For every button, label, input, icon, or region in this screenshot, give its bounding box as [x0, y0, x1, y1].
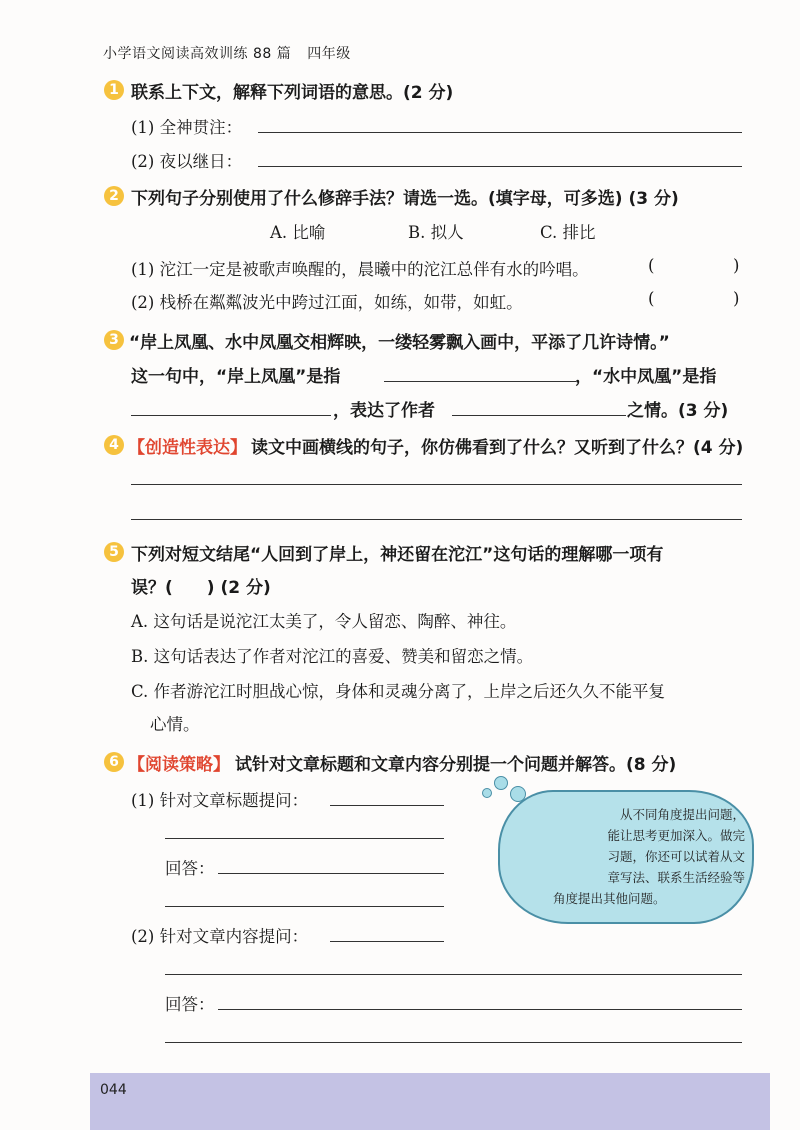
q6-answer-2-line-a[interactable] [218, 1009, 742, 1010]
q3-line-2-end: ，“水中凤凰”是指 [575, 367, 717, 387]
q1-item-1: (1) 全神贯注： [131, 118, 243, 137]
grade-label: 四年级 [307, 46, 351, 62]
q6-item-2: (2) 针对文章内容提问： [131, 927, 309, 946]
q6-answer-2-line-b[interactable] [165, 1042, 742, 1043]
q3-line-3-end: 之情。(3 分) [627, 401, 729, 421]
tip-line: 角度提出其他问题。 [553, 891, 666, 906]
footer-band [90, 1073, 770, 1130]
q5-option-b: B. 这句话表达了作者对沱江的喜爱、赞美和留恋之情。 [131, 647, 534, 666]
q2-option-a: A. 比喻 [270, 223, 326, 242]
question-4-prompt: 读文中画横线的句子，你仿佛看到了什么？又听到了什么？(4 分) [251, 438, 744, 458]
tip-line: 能让思考更加深入。做完 [607, 828, 745, 843]
q6-answer-1-label: 回答： [165, 859, 215, 878]
tip-line: 从不同角度提出问题， [619, 807, 745, 822]
q2-item-2-paren-open[interactable]: ( [648, 289, 655, 308]
q2-item-2: (2) 栈桥在粼粼波光中跨过江面，如练，如带，如虹。 [131, 293, 523, 312]
q2-item-1-paren-close: ) [733, 256, 740, 275]
q4-answer-line-2[interactable] [131, 519, 742, 520]
q1-answer-line-1[interactable] [258, 132, 742, 133]
q6-question-1-line-b[interactable] [165, 838, 444, 839]
q4-answer-line-1[interactable] [131, 484, 742, 485]
question-6-prompt: 试针对文章标题和文章内容分别提一个问题并解答。(8 分) [235, 755, 677, 775]
question-1-number: 1 [104, 80, 124, 100]
question-1-prompt: 联系上下文，解释下列词语的意思。(2 分) [131, 83, 454, 103]
q6-answer-1-line-b[interactable] [165, 906, 444, 907]
q5-option-c-line-1: C. 作者游沱江时胆战心惊，身体和灵魂分离了，上岸之后还久久不能平复 [131, 682, 666, 701]
book-title: 小学语文阅读高效训练 88 篇 [103, 46, 292, 62]
tip-line: 章写法、联系生活经验等 [607, 870, 745, 885]
q2-item-1-paren-open[interactable]: ( [648, 256, 655, 275]
tip-line: 习题，你还可以试着从文 [607, 849, 745, 864]
q3-blank-1[interactable] [384, 381, 576, 382]
q1-item-2: (2) 夜以继日： [131, 152, 243, 171]
q6-question-1-line-a[interactable] [330, 805, 444, 806]
question-5-prompt-line-1: 下列对短文结尾“人回到了岸上，神还留在沱江”这句话的理解哪一项有 [131, 545, 664, 565]
q2-option-b: B. 拟人 [408, 223, 464, 242]
q3-blank-2[interactable] [131, 415, 331, 416]
q2-option-c: C. 排比 [540, 223, 596, 242]
q5-option-a: A. 这句话是说沱江太美了，令人留恋、陶醉、神往。 [131, 612, 517, 631]
q6-question-2-line-b[interactable] [165, 974, 742, 975]
q2-item-2-paren-close: ) [733, 289, 740, 308]
thought-bubble-dot [482, 788, 492, 798]
q6-item-1: (1) 针对文章标题提问： [131, 791, 309, 810]
running-header [103, 43, 351, 63]
question-4-number: 4 [104, 435, 124, 455]
q2-item-1: (1) 沱江一定是被歌声唤醒的，晨曦中的沱江总伴有水的吟唱。 [131, 260, 589, 279]
q5-option-c-line-2: 心情。 [150, 715, 200, 734]
page-number: 044 [100, 1082, 127, 1098]
q3-line-3-start: ，表达了作者 [333, 401, 435, 421]
q6-answer-2-label: 回答： [165, 995, 215, 1014]
question-5-prompt-line-2: 误？( ) (2 分) [131, 578, 271, 598]
q1-answer-line-2[interactable] [258, 166, 742, 167]
thought-bubble-small [494, 776, 508, 790]
question-5-number: 5 [104, 542, 124, 562]
question-2-prompt: 下列句子分别使用了什么修辞手法？请选一选。(填字母，可多选) (3 分) [131, 189, 679, 209]
q4-tag: 【创造性表达】 [128, 438, 247, 458]
q6-answer-1-line-a[interactable] [218, 873, 444, 874]
q3-blank-3[interactable] [452, 415, 626, 416]
q6-question-2-line-a[interactable] [330, 941, 444, 942]
tip-text [545, 804, 745, 909]
q3-quote-line: “岸上凤凰、水中凤凰交相辉映，一缕轻雾飘入画中，平添了几许诗情。” [129, 333, 670, 353]
question-2-number: 2 [104, 186, 124, 206]
question-6-number: 6 [104, 752, 124, 772]
q6-tag: 【阅读策略】 [128, 755, 230, 775]
q3-line-2-start: 这一句中，“岸上凤凰”是指 [131, 367, 341, 387]
question-3-number: 3 [104, 330, 124, 350]
